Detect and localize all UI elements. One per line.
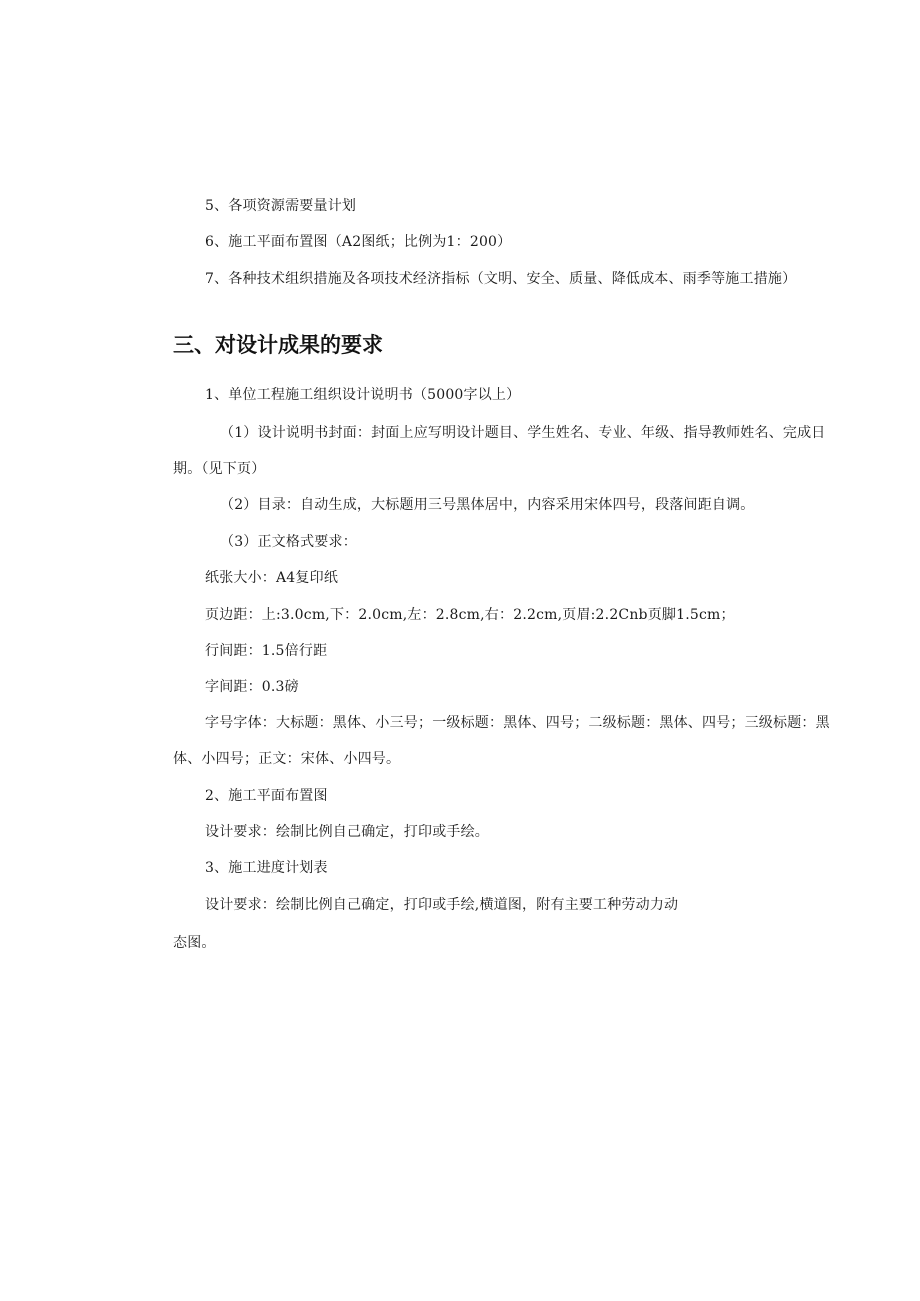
resource-item-6: 6、施工平面布置图（A2图纸；比例为1：200） xyxy=(205,234,512,250)
resource-item-5: 5、各项资源需要量计划 xyxy=(205,198,357,214)
resource-item-7: 7、各种技术组织措施及各项技术经济指标（文明、安全、质量、降低成本、雨季等施工措施） xyxy=(205,271,797,287)
cover-requirement-line2: 期。（见下页） xyxy=(173,461,266,477)
cover-requirement-line1: （1）设计说明书封面：封面上应写明设计题目、学生姓名、专业、年级、指导教师姓名、完成日 xyxy=(220,425,826,441)
item2-requirement: 设计要求：绘制比例自己确定，打印或手绘。 xyxy=(205,824,489,840)
paper-size: 纸张大小：A4复印纸 xyxy=(205,570,339,586)
item3-title: 3、施工进度计划表 xyxy=(205,860,328,876)
item3-requirement-line2: 态图。 xyxy=(173,935,216,951)
page-margins: 页边距：上:3.0cm,下：2.0cm,左：2.8cm,右：2.2cm,页眉:2.2Cnb页脚1.5cm； xyxy=(205,607,735,623)
font-spec-line1: 字号字体：大标题：黑体、小三号；一级标题：黑体、四号；二级标题：黑体、四号；三级标题：黑 xyxy=(205,715,830,731)
item2-title: 2、施工平面布置图 xyxy=(205,788,328,804)
toc-requirement: （2）目录：自动生成，大标题用三号黑体居中，内容采用宋体四号，段落间距自调。 xyxy=(220,497,755,513)
item3-requirement-line1: 设计要求：绘制比例自己确定，打印或手绘,横道图，附有主要工种劳动力动 xyxy=(205,897,679,913)
line-spacing: 行间距：1.5倍行距 xyxy=(205,643,328,659)
body-format-title: （3）正文格式要求： xyxy=(220,534,357,550)
char-spacing: 字间距：0.3磅 xyxy=(205,679,299,695)
font-spec-line2: 体、小四号；正文：宋体、小四号。 xyxy=(173,751,401,767)
item1-title: 1、单位工程施工组织设计说明书（5000字以上） xyxy=(205,387,521,403)
section-heading: 三、对设计成果的要求 xyxy=(173,333,383,357)
